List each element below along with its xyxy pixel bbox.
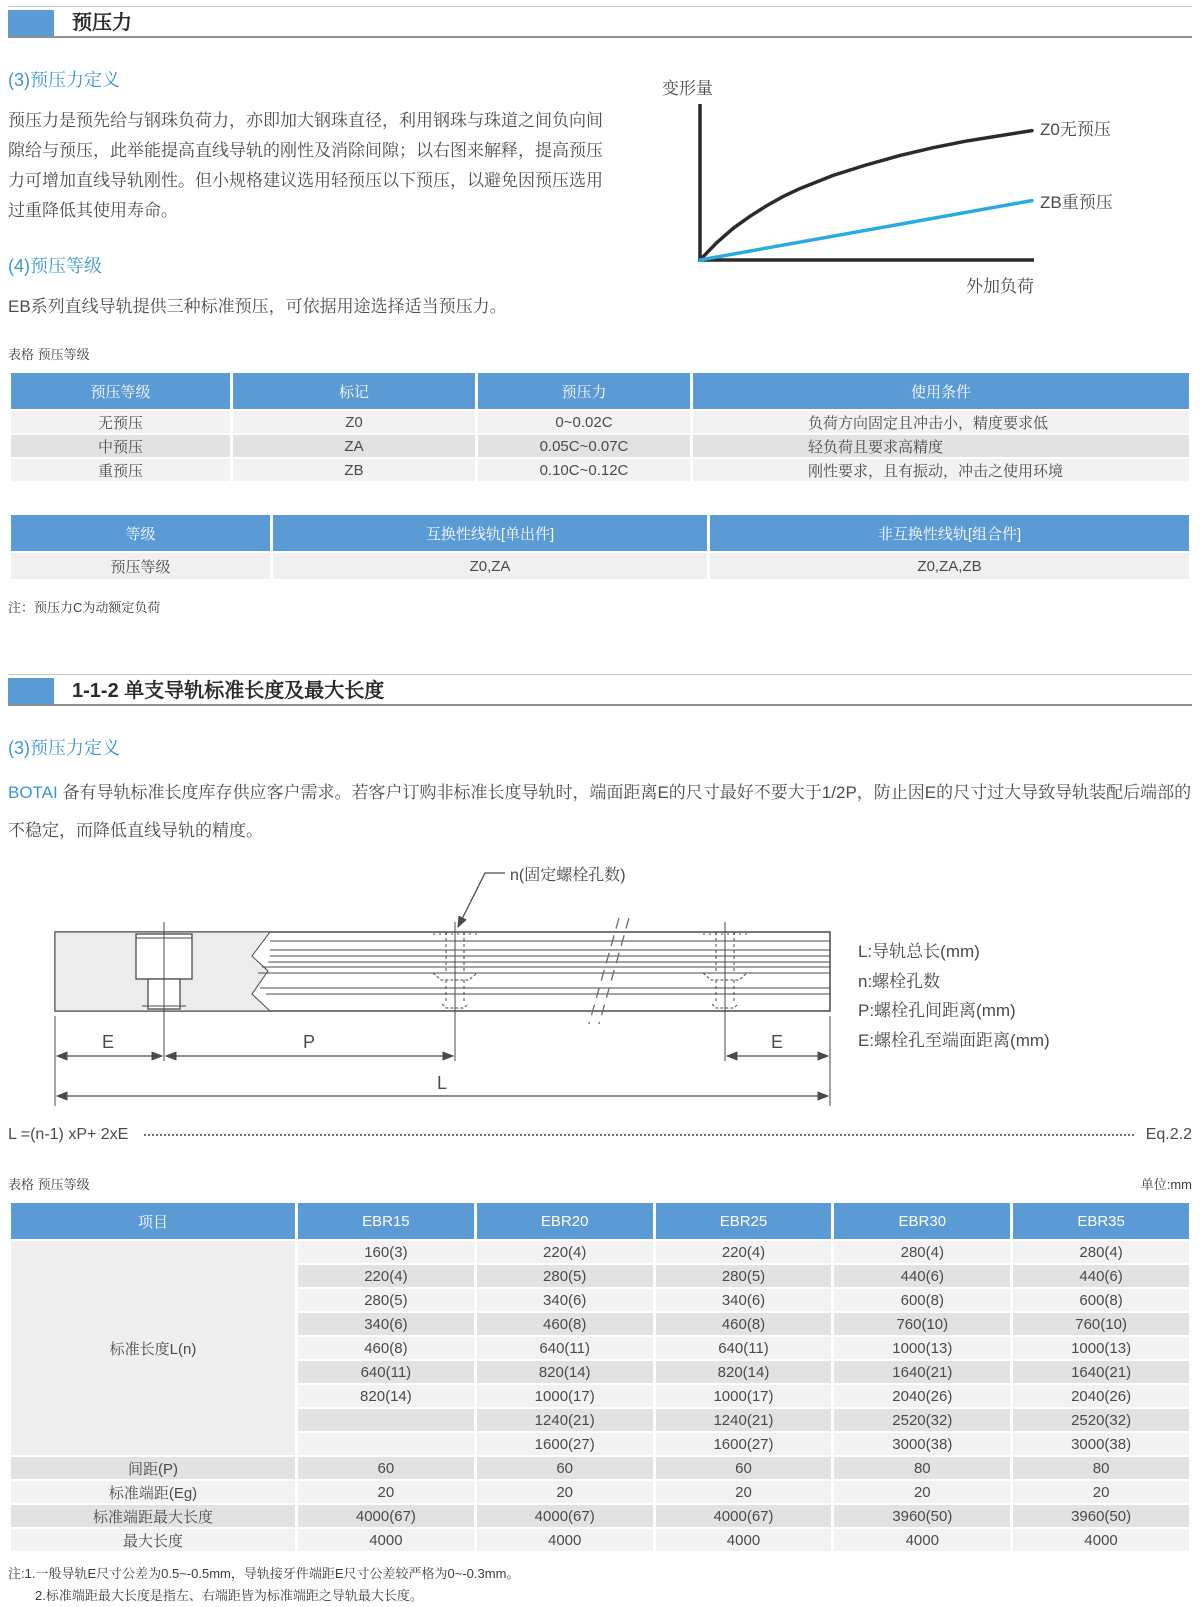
length-cell: 280(5) xyxy=(298,1289,474,1311)
value-cell: 4000 xyxy=(298,1529,474,1551)
length-cell: 220(4) xyxy=(298,1265,474,1287)
col-header: EBR20 xyxy=(477,1203,653,1239)
subsection-title-definition: (3)预压力定义 xyxy=(8,70,120,90)
catalog-page xyxy=(0,6,1200,1603)
table-row xyxy=(11,1529,1189,1551)
section-title: 预压力 xyxy=(72,12,132,34)
table-row xyxy=(11,1481,1189,1503)
preload-grades-paragraph: EB系列直线导轨提供三种标准预压，可依据用途选择适当预压力。 xyxy=(8,297,507,316)
col-header: EBR35 xyxy=(1013,1203,1189,1239)
value-cell: 3960(50) xyxy=(1013,1505,1189,1527)
length-cell: 2040(26) xyxy=(1013,1385,1189,1407)
preload-deformation-chart xyxy=(650,72,1160,312)
row-label: 间距(P) xyxy=(11,1457,295,1479)
length-cell: 1640(21) xyxy=(1013,1361,1189,1383)
length-cell: 820(14) xyxy=(656,1361,832,1383)
curve-z0-no-preload xyxy=(700,131,1032,260)
length-cell: 640(11) xyxy=(298,1361,474,1383)
length-cell: 1000(17) xyxy=(656,1385,832,1407)
cell: 刚性要求，且有振动，冲击之使用环境 xyxy=(693,459,1189,481)
legend-total-length: L:导轨总长(mm) xyxy=(858,942,980,961)
brand-name: BOTAI xyxy=(8,783,58,802)
subsection-title-definition-2: (3)预压力定义 xyxy=(8,738,120,758)
chart-y-axis-label: 变形量 xyxy=(662,79,713,98)
unit-label: 单位:mm xyxy=(1140,1177,1192,1192)
col-header: 标记 xyxy=(233,373,475,409)
length-formula-row xyxy=(8,1126,1192,1144)
row-group-label: 标准长度L(n) xyxy=(11,1241,295,1455)
value-cell: 60 xyxy=(477,1457,653,1479)
length-cell: 1000(13) xyxy=(834,1337,1010,1359)
col-header: EBR15 xyxy=(298,1203,474,1239)
length-intro-paragraph xyxy=(8,774,1192,850)
length-table-caption: 表格 预压等级 xyxy=(8,1177,90,1192)
section-header-preload xyxy=(8,6,1192,38)
cell: 轻负荷且要求高精度 xyxy=(693,435,1189,457)
table-row xyxy=(11,435,1189,457)
length-cell: 1240(21) xyxy=(477,1409,653,1431)
section-title: 1-1-2 单支导轨标准长度及最大长度 xyxy=(72,680,385,702)
value-cell: 4000 xyxy=(834,1529,1010,1551)
length-table-notes xyxy=(8,1563,1192,1607)
length-cell: 3000(38) xyxy=(834,1433,1010,1455)
preload-intro-area xyxy=(8,66,1192,318)
length-cell: 440(6) xyxy=(834,1265,1010,1287)
length-cell: 220(4) xyxy=(656,1241,832,1263)
value-cell: 60 xyxy=(656,1457,832,1479)
length-cell: 3000(38) xyxy=(1013,1433,1189,1455)
length-cell: 460(8) xyxy=(298,1337,474,1359)
length-cell: 460(8) xyxy=(656,1313,832,1335)
length-cell: 340(6) xyxy=(656,1289,832,1311)
table-row xyxy=(11,1241,1189,1263)
value-cell: 4000 xyxy=(477,1529,653,1551)
length-cell: 1600(27) xyxy=(656,1433,832,1455)
value-cell: 80 xyxy=(1013,1457,1189,1479)
length-cell: 280(5) xyxy=(477,1265,653,1287)
legend-end-distance: E:螺栓孔至端面距离(mm) xyxy=(858,1031,1050,1050)
section-marker-square xyxy=(8,678,54,704)
value-cell: 4000(67) xyxy=(477,1505,653,1527)
legend-hole-pitch: P:螺栓孔间距离(mm) xyxy=(858,1001,1016,1020)
cell: ZB xyxy=(233,459,475,481)
preload-definition-paragraph: 预压力是预先给与钢珠负荷力，亦即加大钢珠直径，利用钢珠与珠道之间负向间隙给与预压，此举能提高直线导轨的刚性及消除间隙；以右图来解释，提高预压力可增加直线导轨刚性。但小规格建议选用轻预压以下预压，以避免因预压选用过重降低其使用寿命。 xyxy=(8,111,603,220)
table-row xyxy=(11,411,1189,433)
preload-grade-table xyxy=(8,371,1192,483)
length-cell: 280(4) xyxy=(1013,1241,1189,1263)
length-cell: 600(8) xyxy=(1013,1289,1189,1311)
length-cell: 220(4) xyxy=(477,1241,653,1263)
col-header: 预压力 xyxy=(478,373,690,409)
table-row xyxy=(11,1457,1189,1479)
length-table-caption-row xyxy=(8,1174,1192,1193)
preload-table-caption: 表格 预压等级 xyxy=(8,347,90,362)
length-cell: 1000(13) xyxy=(1013,1337,1189,1359)
value-cell: 4000 xyxy=(656,1529,832,1551)
length-cell: 440(6) xyxy=(1013,1265,1189,1287)
length-cell: 280(4) xyxy=(834,1241,1010,1263)
cell: 0.05C~0.07C xyxy=(478,435,690,457)
preload-text-column xyxy=(8,66,608,322)
length-cell xyxy=(298,1433,474,1455)
cell: 0.10C~0.12C xyxy=(478,459,690,481)
table-row xyxy=(11,553,1189,579)
cell: 无预压 xyxy=(11,411,230,433)
equation-number: Eq.2.2 xyxy=(1145,1126,1192,1143)
legend-hole-count: n:螺栓孔数 xyxy=(858,972,941,991)
cell: Z0,ZA,ZB xyxy=(710,553,1189,579)
length-cell: 340(6) xyxy=(477,1289,653,1311)
col-header: EBR30 xyxy=(834,1203,1010,1239)
length-cell: 2520(32) xyxy=(1013,1409,1189,1431)
interchangeability-table xyxy=(8,513,1192,581)
length-cell: 2040(26) xyxy=(834,1385,1010,1407)
table-footnote: 注：预压力C为动额定负荷 xyxy=(8,600,161,615)
value-cell: 20 xyxy=(477,1481,653,1503)
col-header: 预压等级 xyxy=(11,373,230,409)
length-cell: 760(10) xyxy=(1013,1313,1189,1335)
col-header: 互换性线轨[单出件] xyxy=(273,515,707,551)
length-cell: 600(8) xyxy=(834,1289,1010,1311)
subsection-title-grades: (4)预压等级 xyxy=(8,256,102,276)
length-cell: 160(3) xyxy=(298,1241,474,1263)
curve-zb-heavy-preload xyxy=(700,201,1032,260)
chart-x-axis-label: 外加负荷 xyxy=(966,277,1034,296)
table-row xyxy=(11,1505,1189,1527)
length-intro-text: 备有导轨标准长度库存供应客户需求。若客户订购非标准长度导轨时，端面距离E的尺寸最好不要大于1/2P，防止因E的尺寸过大导致导轨装配后端部的不稳定，而降低直线导轨的精度。 xyxy=(8,783,1192,840)
length-cell: 460(8) xyxy=(477,1313,653,1335)
note-line-1: 注:1.一般导轨E尺寸公差为0.5~-0.5mm，导轨接牙件端距E尺寸公差较严格为0~-0.3mm。 xyxy=(8,1566,520,1581)
length-cell: 280(5) xyxy=(656,1265,832,1287)
length-cell: 1000(17) xyxy=(477,1385,653,1407)
length-cell: 820(14) xyxy=(477,1361,653,1383)
value-cell: 20 xyxy=(1013,1481,1189,1503)
section-header-length xyxy=(8,674,1192,706)
length-cell: 820(14) xyxy=(298,1385,474,1407)
length-cell: 340(6) xyxy=(298,1313,474,1335)
cell: 负荷方向固定且冲击小，精度要求低 xyxy=(693,411,1189,433)
cell: 预压等级 xyxy=(11,553,270,579)
length-cell xyxy=(298,1409,474,1431)
dim-label-l: L xyxy=(436,1073,448,1093)
cell: Z0,ZA xyxy=(273,553,707,579)
value-cell: 4000(67) xyxy=(656,1505,832,1527)
length-cell: 1600(27) xyxy=(477,1433,653,1455)
rail-dimension-diagram xyxy=(8,856,1192,1114)
curve-label-zb: ZB重预压 xyxy=(1040,193,1113,212)
cell: ZA xyxy=(233,435,475,457)
row-label: 最大长度 xyxy=(11,1529,295,1551)
section-marker-square xyxy=(8,10,54,36)
dim-label-p: P xyxy=(302,1032,316,1052)
value-cell: 4000(67) xyxy=(298,1505,474,1527)
col-header: 等级 xyxy=(11,515,270,551)
callout-leader-line xyxy=(458,873,505,927)
dim-label-e-left: E xyxy=(101,1032,115,1052)
value-cell: 20 xyxy=(834,1481,1010,1503)
col-header: 使用条件 xyxy=(693,373,1189,409)
length-cell: 2520(32) xyxy=(834,1409,1010,1431)
length-formula: L =(n-1) xP+ 2xE xyxy=(8,1126,129,1143)
value-cell: 3960(50) xyxy=(834,1505,1010,1527)
row-label: 标准端距(Eg) xyxy=(11,1481,295,1503)
cell: 中预压 xyxy=(11,435,230,457)
length-cell: 760(10) xyxy=(834,1313,1010,1335)
note-line-2: 2.标准端距最大长度是指左、右端距皆为标准端距之导轨最大长度。 xyxy=(35,1588,423,1603)
curve-label-z0: Z0无预压 xyxy=(1040,120,1111,139)
length-cell: 1240(21) xyxy=(656,1409,832,1431)
value-cell: 60 xyxy=(298,1457,474,1479)
length-cell: 640(11) xyxy=(656,1337,832,1359)
cell: Z0 xyxy=(233,411,475,433)
standard-length-table xyxy=(8,1201,1192,1553)
dotted-leader xyxy=(144,1134,1133,1136)
table-row xyxy=(11,459,1189,481)
value-cell: 20 xyxy=(298,1481,474,1503)
col-header: 项目 xyxy=(11,1203,295,1239)
cell: 0~0.02C xyxy=(478,411,690,433)
value-cell: 4000 xyxy=(1013,1529,1189,1551)
col-header: 非互换性线轨[组合件] xyxy=(710,515,1189,551)
value-cell: 20 xyxy=(656,1481,832,1503)
dim-label-e-right: E xyxy=(770,1032,784,1052)
value-cell: 80 xyxy=(834,1457,1010,1479)
length-cell: 1640(21) xyxy=(834,1361,1010,1383)
col-header: EBR25 xyxy=(656,1203,832,1239)
length-cell: 640(11) xyxy=(477,1337,653,1359)
row-label: 标准端距最大长度 xyxy=(11,1505,295,1527)
cell: 重预压 xyxy=(11,459,230,481)
bolt-hole-count-callout: n(固定螺栓孔数) xyxy=(510,867,626,884)
